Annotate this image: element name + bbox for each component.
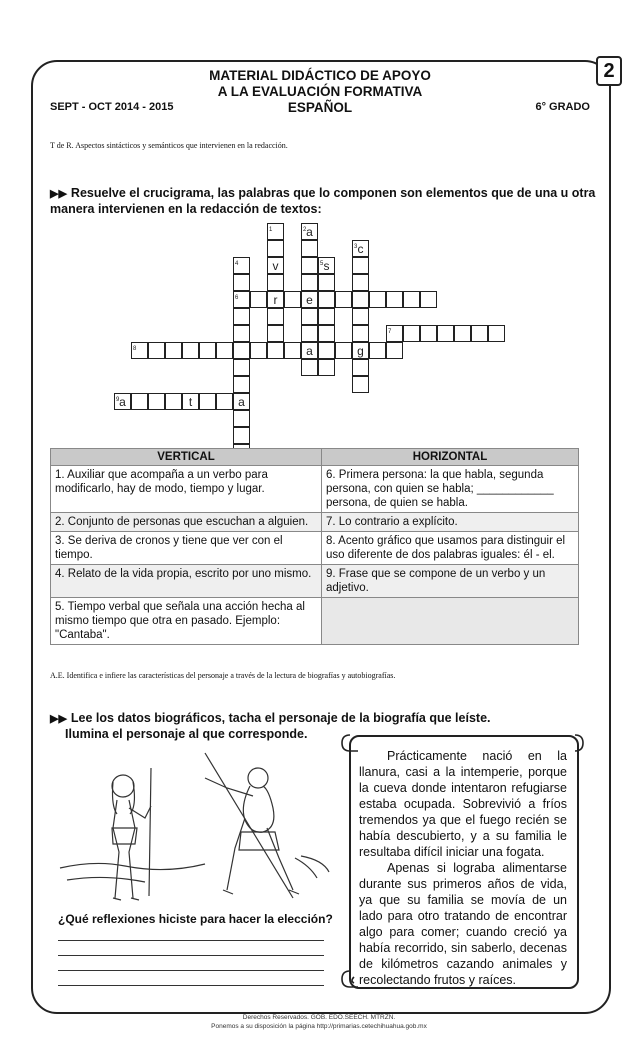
- horizontal-clue: 9. Frase que se compone de un verbo y un adjetivo.: [322, 565, 579, 598]
- section2-instruction-line2: Ilumina el personaje al que corresponde.: [65, 727, 308, 741]
- crossword-cell[interactable]: [165, 342, 182, 359]
- crossword-clue-number: 3: [354, 244, 358, 250]
- crossword-cell[interactable]: [301, 223, 318, 240]
- crossword-cell[interactable]: [233, 410, 250, 427]
- crossword-cell[interactable]: [335, 291, 352, 308]
- crossword-clue-number: 9: [116, 397, 120, 403]
- clue-row: [51, 513, 579, 532]
- crossword-cell[interactable]: [318, 308, 335, 325]
- footer-line-1: Derechos Reservados. GOB. EDO.SEECH. MTRZN.: [242, 1014, 396, 1021]
- crossword-cell[interactable]: [250, 291, 267, 308]
- crossword-cell[interactable]: [437, 325, 454, 342]
- clues-table: [50, 448, 579, 645]
- answer-line-1[interactable]: [58, 940, 324, 941]
- crossword-cell[interactable]: [318, 257, 335, 274]
- horizontal-clue: 6. Primera persona: la que habla, segunda persona, con quien se habla; ____________ persona, de quien se habla.: [322, 466, 579, 513]
- crossword-cell[interactable]: [318, 291, 335, 308]
- double-arrow-icon: ▶▶: [50, 188, 67, 200]
- crossword-cell[interactable]: [352, 240, 369, 257]
- vertical-clue: 1. Auxiliar que acompaña a un verbo para modificarlo, hay de modo, tiempo y lugar.: [51, 466, 322, 513]
- crossword-given-letter: a: [306, 344, 313, 358]
- period: SEPT - OCT 2014 - 2015: [50, 101, 174, 113]
- crossword-cell[interactable]: [352, 308, 369, 325]
- crossword-cell[interactable]: [301, 291, 318, 308]
- biography-paragraph-2: Apenas si lograba alimentarse durante sus primeros años de vida, ya que su familia se movía de un lado para otro tratando de encontrar algo para comer; cuando creció ya había recorrido, sin saberlo, decenas de kilómetros cazando animales y recolectando frutos y raíces.: [359, 861, 567, 987]
- answer-line-3[interactable]: [58, 970, 324, 971]
- biography-paragraph-1: Prácticamente nació en la llanura, casi a la intemperie, porque la cueva donde intentaron refugiarse estaba ocupada. Sobrevivió a fríos tremendos ya que el fuego recién se había descubierto, y a su familia le resultaba difícil iniciar una fogata.: [359, 749, 567, 859]
- crossword-cell[interactable]: [267, 257, 284, 274]
- crossword-cell[interactable]: [403, 325, 420, 342]
- crossword-cell[interactable]: [318, 342, 335, 359]
- crossword-cell[interactable]: [233, 342, 250, 359]
- crossword-cell[interactable]: [318, 359, 335, 376]
- crossword-grid: [0, 0, 638, 460]
- answer-line-4[interactable]: [58, 985, 324, 986]
- section1-instruction-text: Resuelve el crucigrama, las palabras que lo componen son elementos que de una u otra manera intervienen en la redacción de textos:: [50, 186, 596, 216]
- crossword-clue-number: 8: [133, 346, 137, 352]
- crossword-cell[interactable]: [267, 342, 284, 359]
- crossword-cell[interactable]: [233, 427, 250, 444]
- crossword-cell[interactable]: [352, 274, 369, 291]
- crossword-cell[interactable]: [131, 393, 148, 410]
- crossword-cell[interactable]: [420, 291, 437, 308]
- answer-line-2[interactable]: [58, 955, 324, 956]
- crossword-cell[interactable]: [454, 325, 471, 342]
- crossword-cell[interactable]: [267, 325, 284, 342]
- caveman-left-figure[interactable]: [112, 768, 151, 900]
- crossword-cell[interactable]: [267, 240, 284, 257]
- crossword-cell[interactable]: [267, 291, 284, 308]
- footer-line-2: Ponemos a su disposición la página http://primarias.cetechihuahua.gob.mx: [211, 1023, 427, 1030]
- crossword-cell[interactable]: [488, 325, 505, 342]
- crossword-cell[interactable]: [233, 393, 250, 410]
- section2-purpose: A.E. Identifica e infiere las características del personaje a través de la lectura de biografías y autobiografías.: [50, 671, 396, 680]
- characters-illustration: [55, 748, 345, 906]
- crossword-cell[interactable]: [267, 274, 284, 291]
- crossword-cell[interactable]: [352, 376, 369, 393]
- crossword-cell[interactable]: [267, 308, 284, 325]
- crossword-cell[interactable]: [233, 274, 250, 291]
- vertical-header: VERTICAL: [51, 449, 322, 466]
- title-line-2: A LA EVALUACIÓN FORMATIVA: [217, 84, 423, 99]
- crossword-cell[interactable]: [301, 274, 318, 291]
- crossword-given-letter: a: [119, 395, 126, 409]
- crossword-cell[interactable]: [386, 342, 403, 359]
- crossword-cell[interactable]: [182, 342, 199, 359]
- crossword-cell[interactable]: [318, 274, 335, 291]
- crossword-cell[interactable]: [199, 393, 216, 410]
- double-arrow-icon: ▶▶: [50, 713, 67, 725]
- crossword-cell[interactable]: [369, 342, 386, 359]
- crossword-given-letter: e: [306, 293, 313, 307]
- crossword-cell[interactable]: [267, 223, 284, 240]
- crossword-cell[interactable]: [301, 308, 318, 325]
- horizontal-clue: 7. Lo contrario a explícito.: [322, 513, 579, 532]
- horizontal-clue: 8. Acento gráfico que usamos para distinguir el uso diferente de dos palabras iguales: él - el.: [322, 532, 579, 565]
- crossword-cell[interactable]: [114, 393, 131, 410]
- clue-row: [51, 532, 579, 565]
- crossword-cell[interactable]: [301, 257, 318, 274]
- crossword-cell[interactable]: [250, 342, 267, 359]
- crossword-cell[interactable]: [182, 393, 199, 410]
- grade: 6° GRADO: [535, 101, 590, 113]
- caveman-right-figure[interactable]: [205, 753, 329, 898]
- vertical-clue: 2. Conjunto de personas que escuchan a alguien.: [51, 513, 322, 532]
- crossword-clue-number: 6: [235, 295, 239, 301]
- subject: ESPAÑOL: [287, 100, 353, 115]
- crossword-given-letter: a: [238, 395, 245, 409]
- crossword-cell[interactable]: [471, 325, 488, 342]
- crossword-given-letter: r: [273, 293, 278, 307]
- horizontal-header: HORIZONTAL: [322, 449, 579, 466]
- crossword-cell[interactable]: [148, 393, 165, 410]
- section2-instruction-line1: Lee los datos biográficos, tacha el personaje de la biografía que leíste.: [70, 711, 491, 725]
- reflection-question: ¿Qué reflexiones hiciste para hacer la elección?: [58, 912, 333, 926]
- crossword-cell[interactable]: [233, 308, 250, 325]
- crossword-cell[interactable]: [233, 291, 250, 308]
- crossword-cell[interactable]: [148, 342, 165, 359]
- crossword-cell[interactable]: [335, 342, 352, 359]
- crossword-given-letter: t: [188, 395, 193, 409]
- crossword-cell[interactable]: [386, 291, 403, 308]
- crossword-cell[interactable]: [420, 325, 437, 342]
- crossword-cell[interactable]: [284, 291, 301, 308]
- crossword-cell[interactable]: [301, 359, 318, 376]
- crossword-clue-number: 5: [320, 261, 324, 267]
- crossword-cell[interactable]: [386, 325, 403, 342]
- crossword-cell[interactable]: [301, 240, 318, 257]
- clue-row: [51, 565, 579, 598]
- crossword-cell[interactable]: [352, 257, 369, 274]
- crossword-cell[interactable]: [216, 342, 233, 359]
- crossword-cell[interactable]: [318, 325, 335, 342]
- crossword-given-letter: a: [306, 225, 313, 239]
- clue-row: [51, 598, 579, 645]
- crossword-clue-number: 2: [303, 227, 307, 233]
- crossword-given-letter: g: [357, 344, 364, 358]
- crossword-cell[interactable]: [403, 291, 420, 308]
- crossword-cell[interactable]: [352, 291, 369, 308]
- crossword-cell[interactable]: [352, 342, 369, 359]
- horizontal-clue: [322, 598, 579, 645]
- crossword-given-letter: c: [357, 242, 364, 256]
- crossword-cell[interactable]: [233, 325, 250, 342]
- crossword-cell[interactable]: [165, 393, 182, 410]
- crossword-clue-number: 4: [235, 261, 239, 267]
- vertical-clue: 3. Se deriva de cronos y tiene que ver con el tiempo.: [51, 532, 322, 565]
- vertical-clue: 5. Tiempo verbal que señala una acción hecha al mismo tiempo que otra en pasado. Ejemplo: "Cantaba".: [51, 598, 322, 645]
- crossword-cell[interactable]: [284, 342, 301, 359]
- crossword-clue-number: 1: [269, 227, 273, 233]
- crossword-cell[interactable]: [199, 342, 216, 359]
- crossword-cell[interactable]: [216, 393, 233, 410]
- section1-purpose: T de R. Aspectos sintácticos y semánticos que intervienen en la redacción.: [50, 141, 288, 150]
- crossword-cell[interactable]: [233, 257, 250, 274]
- crossword-cell[interactable]: [369, 291, 386, 308]
- crossword-cell[interactable]: [131, 342, 148, 359]
- crossword-cell[interactable]: [233, 376, 250, 393]
- clue-row: [51, 466, 579, 513]
- crossword-given-letter: v: [272, 259, 279, 273]
- crossword-given-letter: s: [323, 259, 330, 273]
- crossword-cell[interactable]: [352, 359, 369, 376]
- crossword-cell[interactable]: [352, 325, 369, 342]
- biography-text: [359, 748, 567, 988]
- crossword-cell[interactable]: [301, 342, 318, 359]
- page-number: 2: [596, 56, 622, 86]
- crossword-cell[interactable]: [301, 325, 318, 342]
- crossword-cell[interactable]: [233, 359, 250, 376]
- title-line-1: MATERIAL DIDÁCTICO DE APOYO: [209, 68, 431, 83]
- vertical-clue: 4. Relato de la vida propia, escrito por uno mismo.: [51, 565, 322, 598]
- crossword-clue-number: 7: [388, 329, 392, 335]
